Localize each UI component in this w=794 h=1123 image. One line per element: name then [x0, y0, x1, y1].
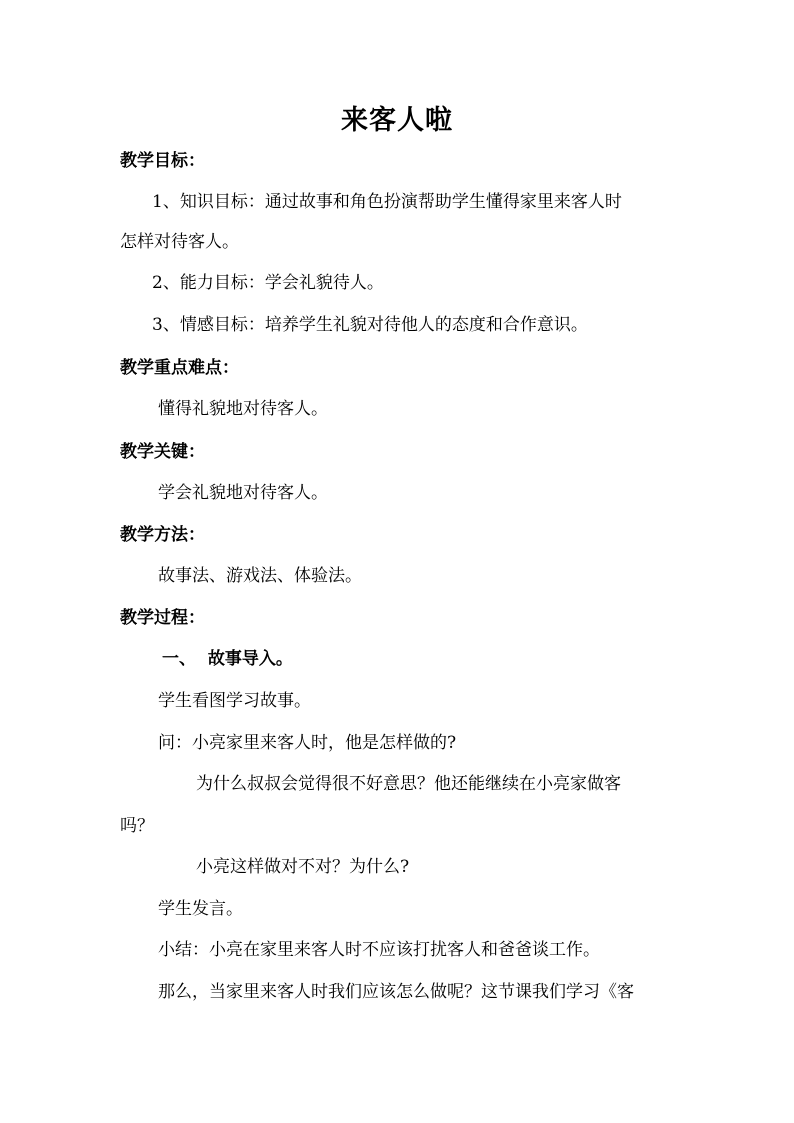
key-text: 学会礼貌地对待客人。	[158, 483, 328, 503]
step-1-question-2-line2: 吗？	[120, 816, 154, 836]
step-1-heading: 一、 故事导入。	[162, 649, 293, 669]
objective-2: 2、能力目标：学会礼貌待人。	[152, 273, 384, 293]
step-1-question-3: 小亮这样做对不对？为什么?	[196, 857, 410, 877]
keypoints-heading: 教学重点难点：	[120, 358, 239, 378]
step-1-question-2-line1: 为什么叔叔会觉得很不好意思？他还能继续在小亮家做客	[196, 774, 621, 794]
methods-heading: 教学方法：	[120, 525, 205, 545]
step-1-paragraph-1: 学生看图学习故事。	[158, 691, 311, 711]
objective-1-line2: 怎样对待客人。	[120, 232, 239, 252]
objectives-heading: 教学目标：	[120, 151, 205, 171]
process-heading: 教学过程：	[120, 608, 205, 628]
document-title: 来客人啦	[341, 105, 453, 136]
step-1-intro: 那么，当家里来客人时我们应该怎么做呢？这节课我们学习《客	[158, 982, 634, 1002]
step-1-summary: 小结：小亮在家里来客人时不应该打扰客人和爸爸谈工作。	[158, 940, 600, 960]
objective-1-line1: 1、知识目标：通过故事和角色扮演帮助学生懂得家里来客人时	[152, 192, 622, 212]
objective-3: 3、情感目标：培养学生礼貌对待他人的态度和合作意识。	[152, 315, 588, 335]
step-1-paragraph-2: 学生发言。	[158, 899, 243, 919]
step-1-question-1: 问：小亮家里来客人时，他是怎样做的?	[158, 733, 457, 753]
keypoints-text: 懂得礼貌地对待客人。	[158, 399, 328, 419]
methods-text: 故事法、游戏法、体验法。	[158, 566, 362, 586]
key-heading: 教学关键：	[120, 442, 205, 462]
